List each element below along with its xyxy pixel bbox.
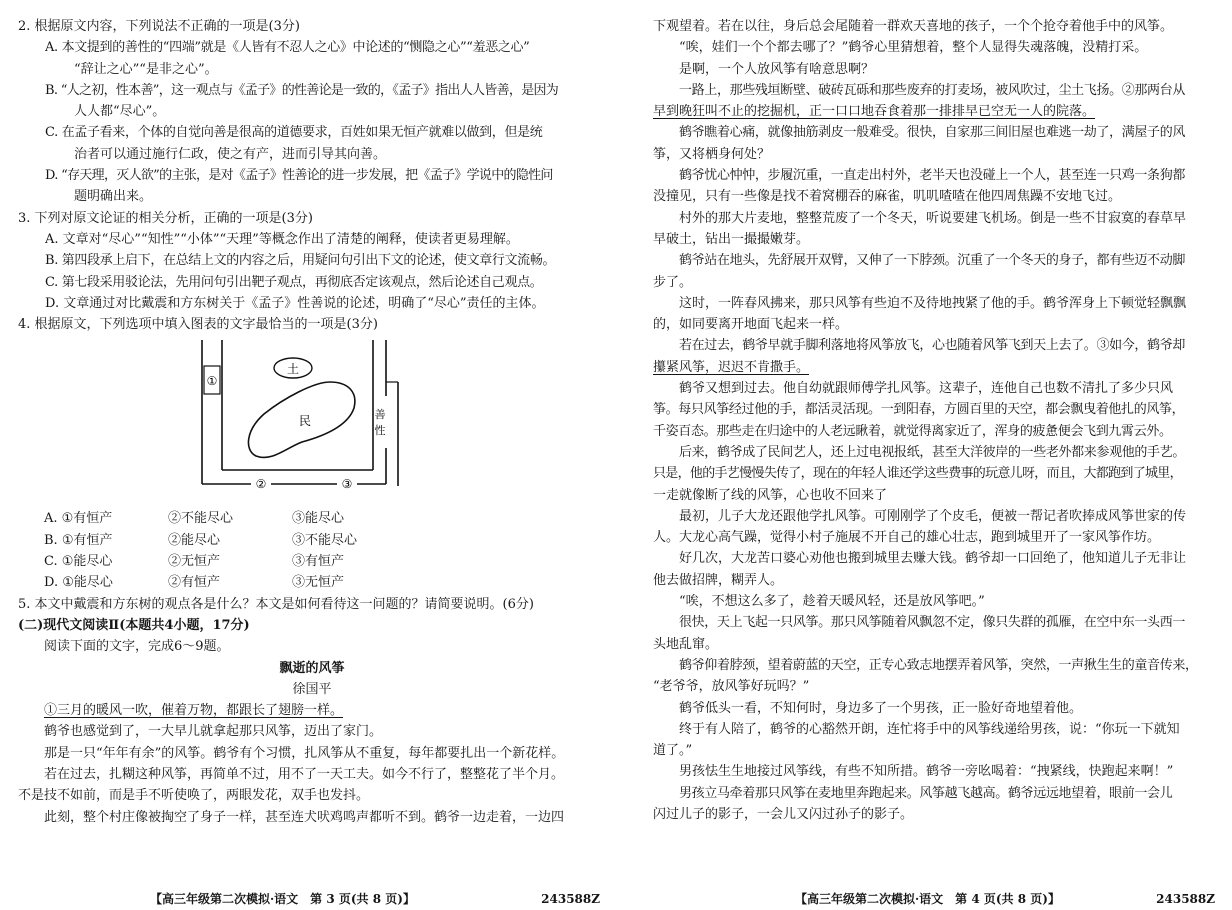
q2-option-d-line1: D. “存天理，灭人欲”的主张，是对《孟子》性善论的进一步发展，把《孟子》学说中的隐性问 [45,168,553,184]
right-line-3: 是啊，一个人放风筝有啥意思啊？ [679,61,875,77]
q4-option-d-1: D. ①能尽心 [44,575,113,591]
right-footer-text: 【高三年级第二次模拟·语文 第 4 页(共 8 页)】 [795,892,1060,906]
article-para-4: 若在过去，扎糊这种风筝，再简单不过，用不了一天工夫。如今不行了，整整花了半个月。 [44,767,565,783]
q2-option-b-line2: 人人都“尽心”。 [74,104,166,120]
right-line-22: 只是，他的手艺慢慢失传了，现在的年轻人谁还学这些费事的玩意儿呀，而且，大都跑到了城里， [653,466,1182,482]
q2-option-a-line1: A. 本文提到的善性的“四端”就是《人皆有不忍人之心》中论述的“恻隐之心”“羞恶之心” [45,40,530,56]
q4-option-d-2: ②有恒产 [168,575,221,591]
q3-stem: 3. 下列对原文论证的相关分析，正确的一项是(3分) [18,210,313,226]
right-line-35: 道了。” [653,743,693,759]
q2-option-c-line1: C. 在孟子看来，个体的自觉向善是很高的道德要求，百姓如果无恒产就难以做到，但是统 [45,125,543,141]
q4-option-c-3: ③有恒产 [292,554,345,570]
right-line-34: 终于有人陪了，鹤爷的心豁然开朗，连忙将手中的风筝线递给男孩，说：“你玩一下就知 [679,721,1180,737]
article-para-3: 那是一只“年年有余”的风筝。鹤爷有个习惯，扎风筝从不重复，每年都要扎出一个新花样。 [44,745,565,761]
diagram-right-char-2: 性 [374,424,386,438]
right-line-30: 头地乱窜。 [653,636,719,652]
right-page [653,16,1221,906]
right-line-1: 下观望着。若在以往，身后总会尾随着一群欢天喜地的孩子，一个个抢夺着他手中的风筝。 [653,19,1174,34]
right-line-20: 千姿百态。那些走在归途中的人老远瞅着，就觉得离家近了，浑身的疲惫便会飞到九霄云外。 [653,423,1172,439]
q3-option-d: D. 文章通过对比戴震和方东树关于《孟子》性善说的论述，明确了“尽心”责任的主体。 [45,295,545,311]
q4-stem: 4. 根据原文，下列选项中填入图表的文字最恰当的一项是(3分) [18,317,378,333]
q4-option-b-1: B. ①有恒产 [44,532,113,548]
right-line-8: 鹤爷忧心忡忡，步履沉重，一直走出村外，老半天也没碰上一个人，甚至连一只鸡一条狗都 [679,168,1186,184]
article-para-5: 此刻，整个村庄像被掏空了身子一样，甚至连犬吠鸡鸣声都听不到。鹤爷一边走着，一边四 [44,809,565,825]
q2-option-b-line1: B. “人之初，性本善”，这一观点与《孟子》的性善论是一致的，《孟子》指出人人皆善，是因为 [45,82,559,98]
right-line-23: 一走就像断了线的风筝，心也收不回来了 [653,487,888,503]
right-line-13: 步了。 [653,274,693,290]
right-line-19: 筝。每只风筝经过他的手，都活灵活现。一到阳春，方圆百里的天空，都会飘曳着他扎的风筝， [653,402,1185,418]
q4-option-a-3: ③能尽心 [292,511,345,527]
q4-diagram [18,338,606,506]
right-line-37: 男孩立马牵着那只风筝在麦地里奔跑起来。风筝越飞越高。鹤爷远远地望着，眼前一会儿 [679,785,1173,801]
article-para-1: ①三月的暖风一吹，催着万物，都跟长了翅膀一样。 [44,703,344,719]
right-line-26: 好几次，大龙苦口婆心劝他也搬到城里去赚大钱。鹤爷却一口回绝了，他知道儿子无非让 [679,551,1187,567]
q4-option-a-1: A. ①有恒产 [44,511,113,527]
right-line-11: 早破土，钻出一撮撮嫩芽。 [653,231,810,247]
q4-option-b-2: ②能尽心 [168,532,221,548]
section-heading: (二)现代文阅读Ⅱ(本题共4小题，17分) [18,617,250,633]
right-line-6: 鹤爷瞧着心痛，就像抽筋剥皮一般难受。很快，自家那三间旧屋也难逃一劫了，满屋子的风 [679,125,1186,141]
q5-stem: 5. 本文中戴震和方东树的观点各是什么？本文是如何看待这一问题的？请简要说明。(6分) [18,596,534,612]
diagram-blob-label: 民 [298,414,312,429]
diagram-top-label: 土 [286,362,300,377]
right-line-16: 若在过去，鹤爷早就手脚利落地将风筝放飞，心也随着风筝飞到天上去了。③如今，鹤爷却 [679,338,1186,354]
diagram-blank-1: ① [206,374,218,389]
q4-option-c-2: ②无恒产 [168,554,221,570]
q2-option-d-line2: 题明确出来。 [74,189,153,205]
right-line-4: 一路上，那些残垣断壁、破砖瓦砾和那些废弃的打麦场，被风吹过，尘土飞扬。②那两台从 [679,82,1186,98]
right-line-9: 没撞见，只有一些像是找不着窝棚吞的麻雀，叽叽喳喳在他四周焦躁不安地飞过。 [653,189,1122,205]
right-footer-code: 243588Z [1156,892,1215,906]
right-line-25: 人。大龙心高气躁，觉得小村子施展不开自己的雄心壮志，跑到城里开了一家风筝作坊。 [653,530,1161,546]
q3-option-a: A. 文章对“尽心”“知性”“小体”“天理”等概念作出了清楚的阐释，使读者更易理解。 [45,231,519,247]
right-line-15: 的，如同要离开地面飞起来一样。 [653,317,849,333]
right-line-2: “唉，娃们一个个都去哪了？”鹤爷心里猜想着，整个人显得失魂落魄，没精打采。 [679,40,1148,56]
right-line-5: 早到晚狂叫不止的挖掘机，正一口口地吞食着那一排排早已空无一人的院落。 [653,104,1096,120]
diagram-blank-3: ③ [341,477,353,492]
right-line-28: “唉，不想这么多了，趁着天暖风轻，还是放风筝吧。” [679,594,985,610]
q4-option-b-3: ③不能尽心 [292,532,358,548]
right-line-14: 这时，一阵春风拂来，那只风筝有些迫不及待地拽紧了他的手。鹤爷浑身上下顿觉轻飘飘 [679,295,1187,311]
reading-instruction: 阅读下面的文字，完成6～9题。 [44,639,230,655]
left-footer-text: 【高三年级第二次模拟·语文 第 3 页(共 8 页)】 [150,892,415,906]
right-line-18: 鹤爷又想到过去。他自幼就跟师傅学扎风筝。这辈子，连他自己也数不清扎了多少只风 [679,381,1174,397]
q4-option-a-2: ②不能尽心 [168,511,234,527]
right-line-12: 鹤爷站在地头，先舒展开双臂，又伸了一下脖颈。沉重了一个冬天的身子，都有些迈不动脚 [679,253,1186,269]
right-line-17: 攥紧风筝，迟迟不肯撒手。 [653,359,810,375]
left-page [18,16,606,906]
article-title: 飘逝的风筝 [279,660,345,676]
q3-option-c: C. 第七段采用驳论法，先用问句引出靶子观点，再彻底否定该观点，然后论述自己观点。 [45,274,543,290]
right-line-31: 鹤爷仰着脖颈，望着蔚蓝的天空，正专心致志地摆弄着风筝，突然，一声揪生生的童音传来， [679,657,1198,673]
q4-option-d [18,572,606,593]
right-line-10: 村外的那大片麦地，整整荒废了一个冬天，听说要建飞机场。倒是一些不甘寂寞的春草早 [679,210,1187,226]
right-line-24: 最初，儿子大龙还跟他学扎风筝。可刚刚学了个皮毛，便被一帮记者吹捧成风筝世家的传 [679,508,1187,524]
q4-option-c-1: C. ①能尽心 [44,554,113,570]
article-para-4-cont: 不是技不如前，而是手不听使唤了，两眼发花，双手也发抖。 [18,788,370,804]
right-line-33: 鹤爷低头一看，不知何时，身边多了一个男孩，正一脸好奇地望着他。 [679,700,1083,716]
q2-option-a-line2: “辞让之心”“是非之心”。 [74,61,218,77]
article-para-2: 鹤爷也感觉到了，一大早儿就拿起那只风筝，迈出了家门。 [44,724,383,740]
right-line-27: 他去做招牌，糊弄人。 [653,572,784,588]
q3-option-b: B. 第四段承上启下，在总结上文的内容之后，用疑问句引出下文的论述，使文章行文流畅。 [45,253,556,269]
q4-option-b [18,530,606,551]
q2-option-c-line2: 治者可以通过施行仁政，使之有产，进而引导其向善。 [74,146,387,162]
q4-option-c [18,551,606,572]
q4-option-d-3: ③无恒产 [292,575,345,591]
right-line-29: 很快，天上飞起一只风筝。那只风筝随着风飘忽不定，像只失群的孤雁，在空中东一头西一 [679,615,1186,631]
diagram-right-char-1: 善 [374,408,386,422]
right-line-7: 筝，又将栖身何处？ [653,146,771,162]
article-author: 徐国平 [292,681,332,697]
right-line-21: 后来，鹤爷成了民间艺人，还上过电视报纸，甚至大洋彼岸的一些老外都来参观他的手艺。 [679,444,1186,460]
left-footer-code: 243588Z [541,892,600,906]
q4-diagram-svg [18,338,606,506]
q2-stem: 2. 根据原文内容，下列说法不正确的一项是(3分) [18,19,300,34]
q4-option-a [18,508,606,529]
right-line-36: 男孩怯生生地接过风筝线，有些不知所措。鹤爷一旁吆喝着：“拽紧线，快跑起来啊！” [679,764,1174,780]
right-line-32: “老爷爷，放风筝好玩吗？” [653,679,810,695]
diagram-blank-2: ② [255,477,267,492]
right-line-38: 闪过儿子的影子，一会儿又闪过孙子的影子。 [653,806,914,822]
